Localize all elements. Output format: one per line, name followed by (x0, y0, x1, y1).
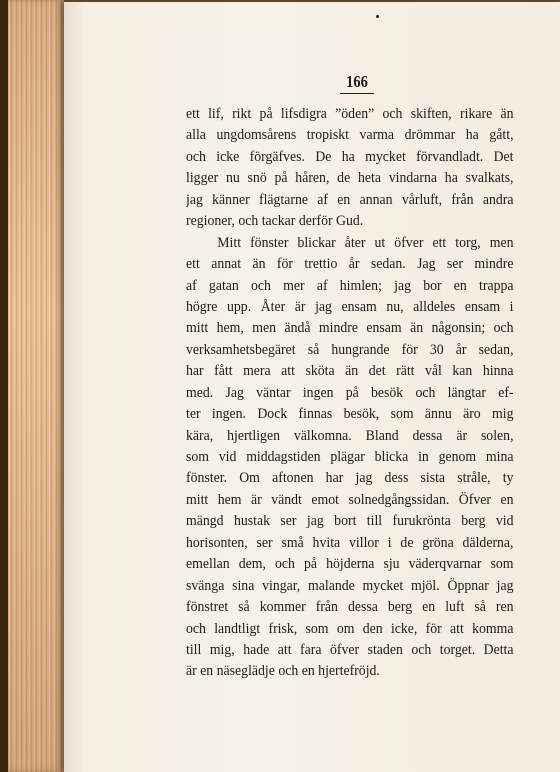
page-edges-shade (8, 0, 64, 772)
text-line: har fått mera att sköta än det rätt vål kan hinna (186, 363, 514, 380)
ink-speck (376, 15, 379, 18)
text-line: emellan dem, och på höjderna sju väderqvarnar som (186, 556, 514, 573)
text-line: kära, hjertligen välkomna. Bland dessa är solen, (186, 427, 514, 444)
page-number-rule (340, 93, 374, 94)
text-line: ett annat än för trettio år sedan. Jag ser mindre (186, 256, 514, 273)
text-line: alla ungdomsårens tropiskt varma drömmar ha gått, (186, 127, 514, 144)
text-line: ett lif, rikt på lifsdigra ”öden” och skiften, rikare än (186, 106, 514, 122)
text-line: horisonten, ser små hvita villor i de gröna dälderna, (186, 534, 514, 551)
text-line: af gatan och mer af himlen; jag bor en trappa (186, 277, 514, 294)
text-line: ter ingen. Dock finnas besök, som ännu äro mig (186, 406, 514, 423)
text-line: Mitt fönster blickar åter ut öfver ett torg, men (217, 234, 514, 251)
text-line: som vid middagstiden plägar blicka in genom mina (186, 449, 514, 465)
text-line: och icke förgäfves. De ha mycket förvandladt. Det (186, 148, 514, 165)
text-line: verksamhetsbegäret så hungrande för 30 år sedan, (186, 341, 514, 358)
text-line: med. Jag väntar ingen på besök och längtar ef- (186, 384, 514, 401)
text-line: är en näseglädje och en hjertefröjd. (186, 663, 380, 680)
text-line: mängd hustak ser jag bort till furukrönta berg vid (186, 513, 514, 530)
text-line: jag känner flägtarne af en annan vårluft, från andra (186, 191, 514, 208)
text-line: och landtligt frisk, som om den icke, för att komma (186, 620, 514, 637)
text-line: ligger nu snö på håren, de heta vindarna ha svalkats, (186, 170, 514, 187)
text-line: svänga sina vingar, malande mycket mjöl. Öppnar jag (186, 577, 514, 594)
text-line: fönster. Om aftonen har jag dess sista stråle, ty (186, 470, 514, 487)
text-line: mitt hem, men ändå mindre ensam än någonsin; och (186, 320, 514, 337)
body-text (186, 104, 542, 683)
text-line: regioner, och tackar derför Gud. (186, 213, 364, 230)
text-line: fönstret så kommer från dessa berg en luft så ren (186, 599, 514, 616)
text-line: mitt hem är vändt emot solnedgångssidan. Öfver en (186, 491, 514, 508)
page-number: 166 (346, 72, 368, 91)
text-line: till mig, hade att fara öfver staden och torget. Detta (186, 641, 514, 658)
text-line: högre upp. Åter är jag ensam nu, alldeles ensam i (186, 298, 514, 315)
